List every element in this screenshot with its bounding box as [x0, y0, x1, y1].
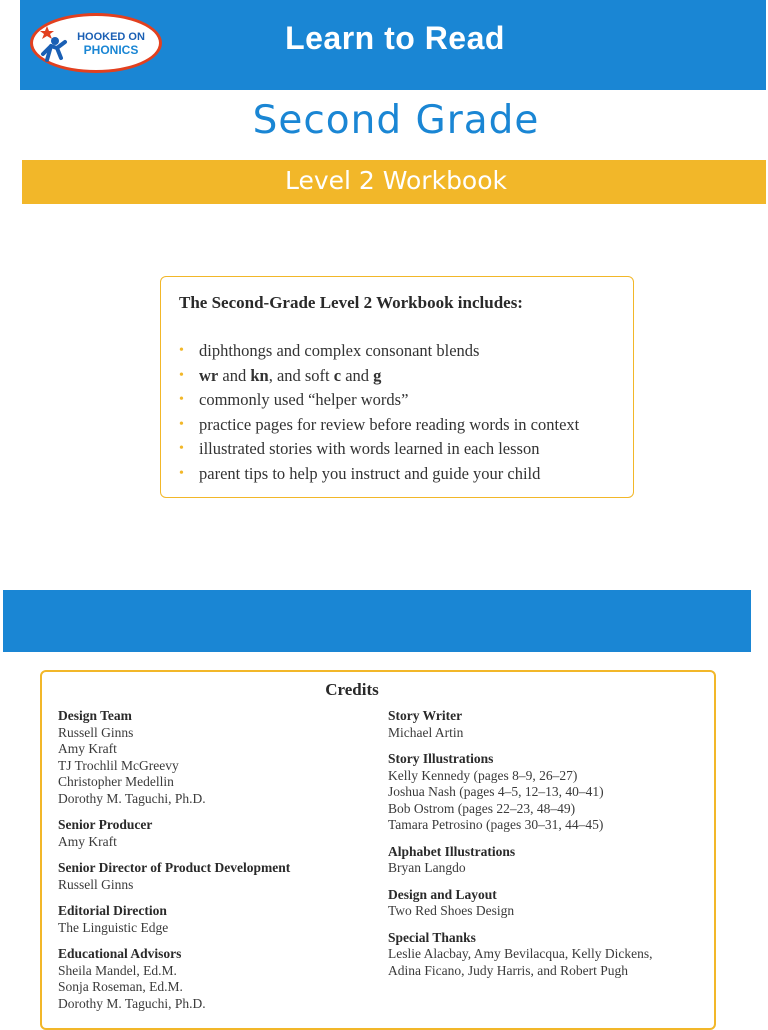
list-item: • practice pages for review before reading words in context	[175, 413, 579, 438]
bullet-icon: •	[179, 441, 184, 456]
header-title: Learn to Read	[285, 20, 505, 56]
credit-line: Adina Ficano, Judy Harris, and Robert Pugh	[388, 962, 628, 978]
credit-group	[58, 946, 378, 1012]
credits-box	[40, 670, 716, 1030]
list-item: • illustrated stories with words learned in each lesson	[175, 437, 579, 462]
bullet-icon: •	[179, 465, 184, 481]
brand-line1: HOOKED ON	[77, 31, 145, 43]
credit-line: Dorothy M. Taguchi, Ph.D.	[58, 995, 206, 1011]
credit-group	[388, 708, 708, 741]
bullet-icon: •	[179, 343, 184, 358]
credit-group	[58, 817, 378, 850]
includes-list	[175, 339, 579, 486]
credit-line: Leslie Alacbay, Amy Bevilacqua, Kelly Dickens,	[388, 946, 653, 961]
credit-heading: Alphabet Illustrations	[388, 843, 516, 859]
credit-line: Dorothy M. Taguchi, Ph.D.	[58, 790, 206, 806]
credit-line: The Linguistic Edge	[58, 919, 169, 935]
includes-box	[160, 276, 634, 498]
credit-group	[388, 887, 708, 920]
credit-line: Amy Kraft	[58, 741, 117, 756]
credit-line: Sonja Roseman, Ed.M.	[58, 979, 183, 994]
credit-group	[388, 751, 708, 834]
list-item: • diphthongs and complex consonant blends	[175, 339, 579, 364]
credit-group	[388, 844, 708, 877]
credit-line: Kelly Kennedy (pages 8–9, 26–27)	[388, 767, 578, 783]
credit-line: Russell Ginns	[58, 724, 134, 740]
credit-line: TJ Trochlil McGreevy	[58, 757, 179, 773]
credit-heading: Senior Director of Product Development	[58, 860, 291, 875]
brand-line2: PHONICS	[83, 43, 139, 57]
credits-left-column	[58, 708, 378, 1022]
bullet-icon: •	[179, 392, 184, 407]
credit-heading: Story Writer	[388, 708, 463, 723]
credit-line: Tamara Petrosino (pages 30–31, 44–45)	[388, 817, 604, 832]
hooked-on-phonics-logo	[30, 13, 162, 73]
runner-icon	[37, 24, 69, 64]
blue-band	[3, 590, 751, 652]
credit-line: Christopher Medellin	[58, 774, 174, 789]
credits-title: Credits	[325, 680, 379, 699]
credit-line: Russell Ginns	[58, 876, 134, 892]
credit-heading: Design and Layout	[388, 886, 497, 902]
bullet-icon: •	[179, 367, 184, 383]
credit-group	[58, 903, 378, 936]
credit-heading: Design Team	[58, 708, 132, 723]
credit-heading: Senior Producer	[58, 817, 153, 832]
credit-group	[388, 930, 708, 980]
credit-line: Amy Kraft	[58, 833, 117, 849]
credit-heading: Educational Advisors	[58, 946, 182, 961]
credit-line: Bob Ostrom (pages 22–23, 48–49)	[388, 800, 576, 816]
list-item: • wr and kn, and soft c and g	[175, 364, 579, 389]
credits-right-column	[388, 708, 708, 989]
credit-line: Two Red Shoes Design	[388, 903, 515, 918]
credit-line: Michael Artin	[388, 724, 464, 740]
includes-heading: The Second-Grade Level 2 Workbook includes:	[179, 293, 523, 312]
credit-group	[58, 860, 378, 893]
credit-heading: Editorial Direction	[58, 903, 167, 918]
credit-line: Sheila Mandel, Ed.M.	[58, 962, 177, 978]
credit-line: Bryan Langdo	[388, 860, 466, 875]
level-title: Level 2 Workbook	[284, 166, 508, 195]
list-item: • commonly used “helper words”	[175, 388, 579, 413]
grade-title: Second Grade	[252, 98, 540, 143]
bullet-icon: •	[179, 416, 184, 432]
credit-group	[58, 708, 378, 807]
list-item: • parent tips to help you instruct and guide your child	[175, 462, 579, 487]
credit-line: Joshua Nash (pages 4–5, 12–13, 40–41)	[388, 784, 604, 799]
credit-heading: Story Illustrations	[388, 751, 494, 766]
credit-heading: Special Thanks	[388, 929, 476, 945]
